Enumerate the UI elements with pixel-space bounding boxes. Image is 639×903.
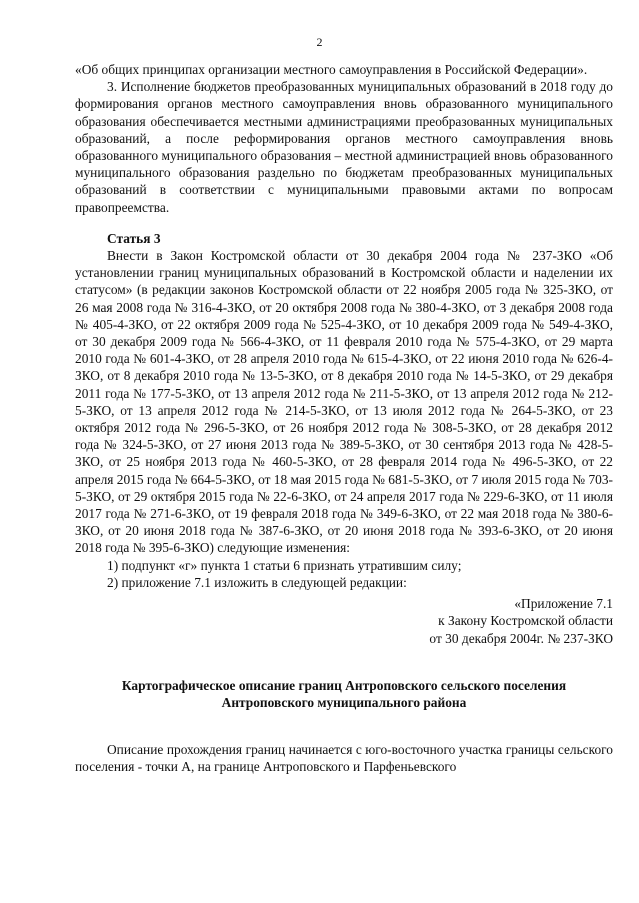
article-title: Статья 3 [107, 230, 161, 246]
page-number: 2 [316, 35, 323, 49]
annex-date: от 30 декабря 2004г. № 237-ЗКО [429, 630, 613, 646]
paragraph-boundary-description: Описание прохождения границ начинается с юго-восточного участка границы сельского поселения - точки А, на границе Антроповского и Парфеньевского [75, 742, 613, 775]
annex-label: «Приложение 7.1 [514, 596, 613, 612]
list-item-1: 1) подпункт «г» пункта 1 статьи 6 признать утратившим силу; [107, 557, 462, 573]
paragraph-budget-execution: 3. Исполнение бюджетов преобразованных муниципальных образований в 2018 году до формирования органов местного самоуправления вновь образованного муниципального образования обеспечивается местными администрациями преобразованных муниципальных образований, а после реформирования органов местного самоуправления вновь образованного муниципального образования – местной администрацией вновь образованного муниципального образования раздельно по бюджетам преобразованных муниципальных образований в соответствии с муниципальными правовыми актами по вопросам правопреемства. [75, 79, 613, 215]
paragraph-law-reference: «Об общих принципах организации местного самоуправления в Российской Федерации». [75, 62, 588, 77]
list-item-2: 2) приложение 7.1 изложить в следующей редакции: [107, 574, 407, 590]
annex-law: к Закону Костромской области [438, 613, 613, 629]
section-heading-line-1: Картографическое описание границ Антроповского сельского поселения [121, 677, 567, 693]
paragraph-article-amendments: Внести в Закон Костромской области от 30 декабря 2004 года № 237-ЗКО «Об установлении границ муниципальных образований в Костромской области и наделении их статусом» (в редакции законов Костромской области от 22 ноября 2005 года № 325-ЗКО, от 26 мая 2008 года № 316-4-ЗКО, от 20 октября 2008 года № 380-4-ЗКО, от 3 декабря 2008 года № 405-4-ЗКО, от 22 октября 2009 года № 525-4-ЗКО, от 10 декабря 2009 года № 549-4-ЗКО, от 30 декабря 2009 года № 566-4-ЗКО, от 11 февраля 2010 года № 575-4-ЗКО, от 29 марта 2010 года № 601-4-ЗКО, от 28 апреля 2010 года № 615-4-ЗКО, от 22 июня 2010 года № 626-4-ЗКО, от 8 декабря 2010 года № 13-5-ЗКО, от 8 декабря 2010 года № 14-5-ЗКО, от 29 декабря 2011 года № 177-5-ЗКО, от 13 апреля 2012 года № 211-5-ЗКО, от 13 апреля 2012 года № 212-5-ЗКО, от 13 апреля 2012 года № 214-5-ЗКО, от 13 июля 2012 года № 264-5-ЗКО, от 23 октября 2012 года № 296-5-ЗКО, от 26 ноября 2012 года № 308-5-ЗКО, от 28 декабря 2012 года № 324-5-ЗКО, от 27 июня 2013 года № 389-5-ЗКО, от 30 сентября 2013 года № 428-5-ЗКО, от 25 ноября 2013 года № 460-5-ЗКО, от 28 февраля 2014 года № 496-5-ЗКО, от 22 апреля 2015 года № 664-5-ЗКО, от 18 мая 2015 года № 681-5-ЗКО, от 7 июля 2015 года № 703-5-ЗКО, от 29 октября 2015 года № 22-6-ЗКО, от 24 апреля 2017 года № 229-6-ЗКО, от 11 июля 2017 года № 271-6-ЗКО, от 19 февраля 2018 года № 349-6-ЗКО, от 22 мая 2018 года № 380-6-ЗКО, от 20 июня 2018 года № 387-6-ЗКО, от 20 июня 2018 года № 393-6-ЗКО, от 20 июня 2018 года № 395-6-ЗКО) следующие изменения: [75, 248, 613, 556]
document-body [75, 61, 613, 776]
section-heading-line-2: Антроповского муниципального района [221, 694, 467, 710]
